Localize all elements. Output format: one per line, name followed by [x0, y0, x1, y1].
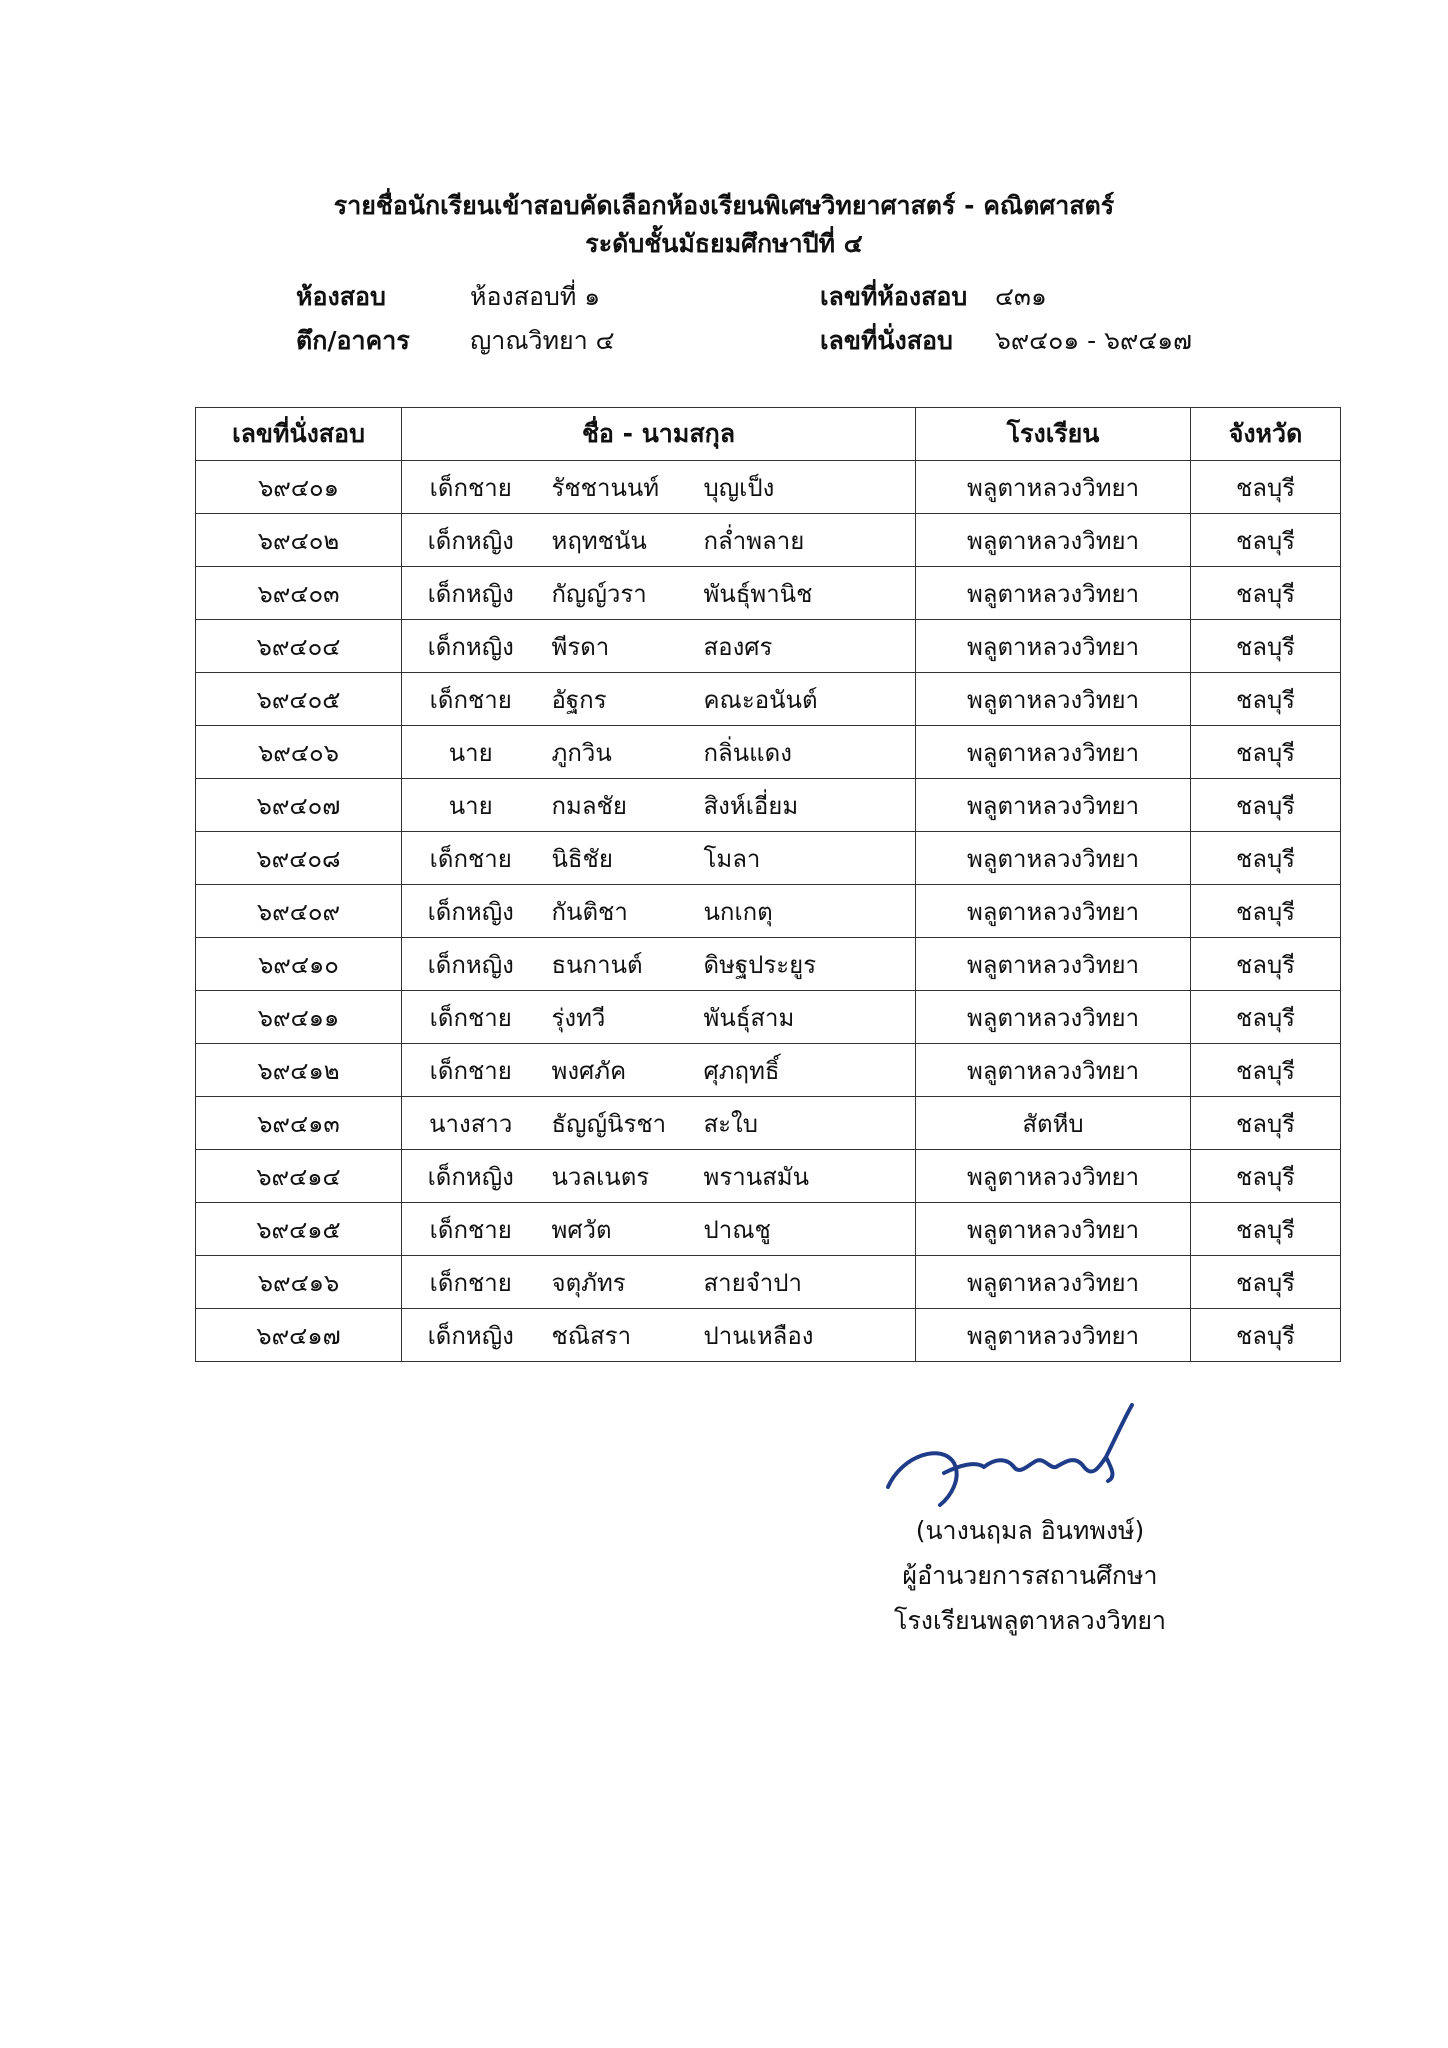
school-cell: พลูตาหลวงวิทยา: [916, 620, 1191, 673]
seat-cell: ๖๙๔๐๒: [196, 514, 402, 567]
first-name-cell: ภูกวิน: [540, 726, 690, 779]
last-name-cell: ศุภฤทธิ์: [690, 1044, 916, 1097]
last-name-cell: ดิษฐประยูร: [690, 938, 916, 991]
prefix-cell: เด็กหญิง: [402, 514, 540, 567]
table-row: [196, 461, 1341, 514]
prefix-cell: นางสาว: [402, 1097, 540, 1150]
school-cell: พลูตาหลวงวิทยา: [916, 1150, 1191, 1203]
first-name-cell: ชณิสรา: [540, 1309, 690, 1362]
school-cell: สัตหีบ: [916, 1097, 1191, 1150]
prefix-cell: เด็กชาย: [402, 832, 540, 885]
first-name-cell: นวลเนตร: [540, 1150, 690, 1203]
province-cell: ชลบุรี: [1191, 832, 1341, 885]
seat-cell: ๖๙๔๐๖: [196, 726, 402, 779]
school-cell: พลูตาหลวงวิทยา: [916, 1309, 1191, 1362]
first-name-cell: พีรดา: [540, 620, 690, 673]
seat-cell: ๖๙๔๐๑: [196, 461, 402, 514]
room-label: ห้องสอบ: [296, 282, 386, 311]
seat-cell: ๖๙๔๐๔: [196, 620, 402, 673]
province-cell: ชลบุรี: [1191, 885, 1341, 938]
table-row: [196, 1150, 1341, 1203]
school-cell: พลูตาหลวงวิทยา: [916, 567, 1191, 620]
signatory-position: ผู้อำนวยการสถานศึกษา: [902, 1561, 1158, 1590]
page-title: รายชื่อนักเรียนเข้าสอบคัดเลือกห้องเรียนพิเศษวิทยาศาสตร์ - คณิตศาสตร์: [333, 191, 1115, 220]
province-cell: ชลบุรี: [1191, 567, 1341, 620]
first-name-cell: จตุภัทร: [540, 1256, 690, 1309]
table-row: [196, 567, 1341, 620]
table-row: [196, 938, 1341, 991]
signatory-name: (นางนฤมล อินทพงษ์): [915, 1516, 1145, 1545]
prefix-cell: เด็กชาย: [402, 461, 540, 514]
last-name-cell: พันธุ์พานิช: [690, 567, 916, 620]
table-row: [196, 1309, 1341, 1362]
last-name-cell: สะใบ: [690, 1097, 916, 1150]
room-number-value: ๔๓๑: [995, 282, 1047, 311]
prefix-cell: เด็กชาย: [402, 1256, 540, 1309]
seat-range-label: เลขที่นั่งสอบ: [820, 326, 953, 355]
last-name-cell: พันธุ์สาม: [690, 991, 916, 1044]
seat-cell: ๖๙๔๑๗: [196, 1309, 402, 1362]
prefix-cell: เด็กหญิง: [402, 1150, 540, 1203]
first-name-cell: อัฐกร: [540, 673, 690, 726]
first-name-cell: กัญญ์วรา: [540, 567, 690, 620]
seat-cell: ๖๙๔๑๒: [196, 1044, 402, 1097]
first-name-cell: ธนกานต์: [540, 938, 690, 991]
signature-image: [880, 1395, 1150, 1515]
school-cell: พลูตาหลวงวิทยา: [916, 673, 1191, 726]
prefix-cell: เด็กหญิง: [402, 567, 540, 620]
seat-cell: ๖๙๔๐๕: [196, 673, 402, 726]
last-name-cell: ปานเหลือง: [690, 1309, 916, 1362]
signatory-organization: โรงเรียนพลูตาหลวงวิทยา: [893, 1606, 1167, 1635]
page-subtitle: ระดับชั้นมัธยมศึกษาปีที่ ๔: [585, 229, 863, 258]
school-cell: พลูตาหลวงวิทยา: [916, 514, 1191, 567]
header-school: โรงเรียน: [916, 408, 1191, 461]
prefix-cell: เด็กชาย: [402, 673, 540, 726]
school-cell: พลูตาหลวงวิทยา: [916, 726, 1191, 779]
prefix-cell: เด็กหญิง: [402, 620, 540, 673]
province-cell: ชลบุรี: [1191, 1044, 1341, 1097]
first-name-cell: ธัญญ์นิรชา: [540, 1097, 690, 1150]
school-cell: พลูตาหลวงวิทยา: [916, 832, 1191, 885]
seat-cell: ๖๙๔๐๙: [196, 885, 402, 938]
last-name-cell: พรานสมัน: [690, 1150, 916, 1203]
seat-cell: ๖๙๔๐๘: [196, 832, 402, 885]
last-name-cell: กลิ่นแดง: [690, 726, 916, 779]
table-row: [196, 1044, 1341, 1097]
seat-cell: ๖๙๔๑๐: [196, 938, 402, 991]
table-row: [196, 991, 1341, 1044]
seat-cell: ๖๙๔๑๑: [196, 991, 402, 1044]
seat-cell: ๖๙๔๑๓: [196, 1097, 402, 1150]
prefix-cell: เด็กชาย: [402, 1203, 540, 1256]
school-cell: พลูตาหลวงวิทยา: [916, 1203, 1191, 1256]
school-cell: พลูตาหลวงวิทยา: [916, 991, 1191, 1044]
province-cell: ชลบุรี: [1191, 726, 1341, 779]
table-row: [196, 1256, 1341, 1309]
room-number-label: เลขที่ห้องสอบ: [820, 282, 968, 311]
province-cell: ชลบุรี: [1191, 1256, 1341, 1309]
table-row: [196, 620, 1341, 673]
first-name-cell: พงศภัค: [540, 1044, 690, 1097]
seat-range-value: ๖๙๔๐๑ - ๖๙๔๑๗: [995, 326, 1192, 355]
prefix-cell: เด็กหญิง: [402, 1309, 540, 1362]
seat-cell: ๖๙๔๐๓: [196, 567, 402, 620]
table-row: [196, 514, 1341, 567]
last-name-cell: สายจำปา: [690, 1256, 916, 1309]
province-cell: ชลบุรี: [1191, 673, 1341, 726]
table-row: [196, 1097, 1341, 1150]
province-cell: ชลบุรี: [1191, 1097, 1341, 1150]
table-header-row: [196, 408, 1341, 461]
header-name: ชื่อ - นามสกุล: [402, 408, 916, 461]
province-cell: ชลบุรี: [1191, 938, 1341, 991]
last-name-cell: สิงห์เอี่ยม: [690, 779, 916, 832]
exam-roster-table: [195, 407, 1341, 1362]
school-cell: พลูตาหลวงวิทยา: [916, 1044, 1191, 1097]
province-cell: ชลบุรี: [1191, 991, 1341, 1044]
header-seat: เลขที่นั่งสอบ: [196, 408, 402, 461]
prefix-cell: นาย: [402, 726, 540, 779]
table-row: [196, 779, 1341, 832]
province-cell: ชลบุรี: [1191, 620, 1341, 673]
seat-cell: ๖๙๔๑๕: [196, 1203, 402, 1256]
last-name-cell: สองศร: [690, 620, 916, 673]
prefix-cell: นาย: [402, 779, 540, 832]
school-cell: พลูตาหลวงวิทยา: [916, 885, 1191, 938]
first-name-cell: นิธิชัย: [540, 832, 690, 885]
school-cell: พลูตาหลวงวิทยา: [916, 1256, 1191, 1309]
first-name-cell: รัชชานนท์: [540, 461, 690, 514]
prefix-cell: เด็กชาย: [402, 991, 540, 1044]
last-name-cell: คณะอนันต์: [690, 673, 916, 726]
province-cell: ชลบุรี: [1191, 779, 1341, 832]
last-name-cell: โมลา: [690, 832, 916, 885]
room-value: ห้องสอบที่ ๑: [470, 282, 601, 311]
prefix-cell: เด็กหญิง: [402, 885, 540, 938]
province-cell: ชลบุรี: [1191, 1150, 1341, 1203]
table-row: [196, 885, 1341, 938]
school-cell: พลูตาหลวงวิทยา: [916, 461, 1191, 514]
first-name-cell: รุ่งทวี: [540, 991, 690, 1044]
first-name-cell: หฤทชนัน: [540, 514, 690, 567]
school-cell: พลูตาหลวงวิทยา: [916, 779, 1191, 832]
prefix-cell: เด็กชาย: [402, 1044, 540, 1097]
last-name-cell: กล่ำพลาย: [690, 514, 916, 567]
table-row: [196, 673, 1341, 726]
province-cell: ชลบุรี: [1191, 461, 1341, 514]
seat-cell: ๖๙๔๑๖: [196, 1256, 402, 1309]
school-cell: พลูตาหลวงวิทยา: [916, 938, 1191, 991]
table-row: [196, 726, 1341, 779]
last-name-cell: นกเกตุ: [690, 885, 916, 938]
province-cell: ชลบุรี: [1191, 514, 1341, 567]
table-row: [196, 832, 1341, 885]
building-label: ตึก/อาคาร: [296, 326, 410, 355]
first-name-cell: กมลชัย: [540, 779, 690, 832]
header-province: จังหวัด: [1191, 408, 1341, 461]
prefix-cell: เด็กหญิง: [402, 938, 540, 991]
province-cell: ชลบุรี: [1191, 1203, 1341, 1256]
table-row: [196, 1203, 1341, 1256]
building-value: ญาณวิทยา ๔: [470, 326, 615, 355]
last-name-cell: ปาณชู: [690, 1203, 916, 1256]
last-name-cell: บุญเป็ง: [690, 461, 916, 514]
first-name-cell: พศวัต: [540, 1203, 690, 1256]
first-name-cell: กันติชา: [540, 885, 690, 938]
seat-cell: ๖๙๔๑๔: [196, 1150, 402, 1203]
seat-cell: ๖๙๔๐๗: [196, 779, 402, 832]
province-cell: ชลบุรี: [1191, 1309, 1341, 1362]
